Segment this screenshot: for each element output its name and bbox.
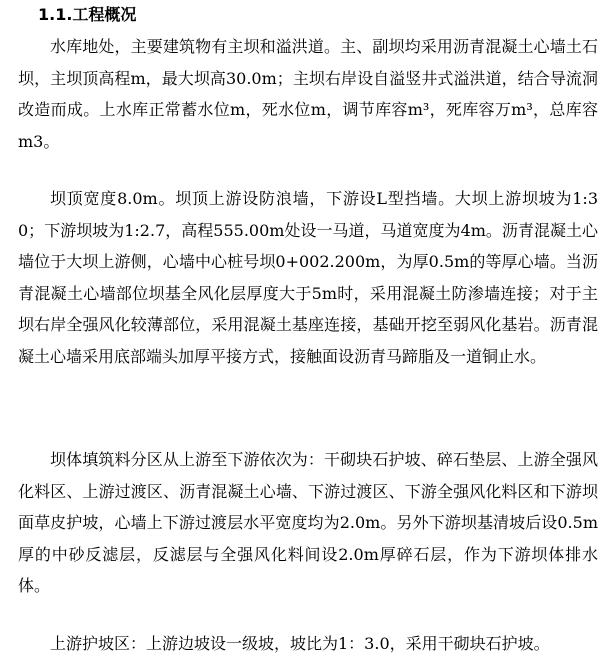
paragraph-project-overview: 水库地处，主要建筑物有主坝和溢洪道。主、副坝均采用沥青混凝土心墙土石坝，主坝顶高程m，最大坝高30.0m；主坝右岸设自溢竖井式溢洪道，结合导流洞改造而成。上水库正常蓄水位m，死水位m，调节库容m³，死库容万m³，总库容m3。	[18, 37, 598, 151]
paragraph-fill-zoning: 坝体填筑料分区从上游至下游依次为：干砌块石护坡、碎石垫层、上游全强风化料区、上游过渡区、沥青混凝土心墙、下游过渡区、下游全强风化料区和下游坝面草皮护坡，心墙上下游过渡层水平宽度均为2.0m。另外下游坝基清坡后设0.5m厚的中砂反滤层，反滤层与全强风化料间设2.0m厚碎石层，作为下游坝体排水体。	[18, 450, 598, 595]
section-heading: 1.1.工程概况	[38, 5, 137, 24]
paragraph-upstream-slope: 上游护坡区：上游边坡设一级坡，坡比为1：3.0，采用干砌块石护坡。	[50, 634, 550, 653]
paragraph-dam-crest: 坝顶宽度8.0m。坝顶上游设防浪墙，下游设L型挡墙。大坝上游坝坡为1:30；下游坝坡为1:2.7，高程555.00m处设一马道，马道宽度为4m。沥青混凝土心墙位于大坝上游侧，心墙中心桩号坝0+002.200m，为厚0.5m的等厚心墙。当沥青混凝土心墙部位坝基全风化层厚度大于5m时，采用混凝土防渗墙连接；对于主坝右岸全强风化较薄部位，采用混凝土基座连接，基础开挖至弱风化基岩。沥青混凝土心墙采用底部端头加厚平接方式，接触面设沥青马蹄脂及一道铜止水。	[18, 189, 598, 366]
